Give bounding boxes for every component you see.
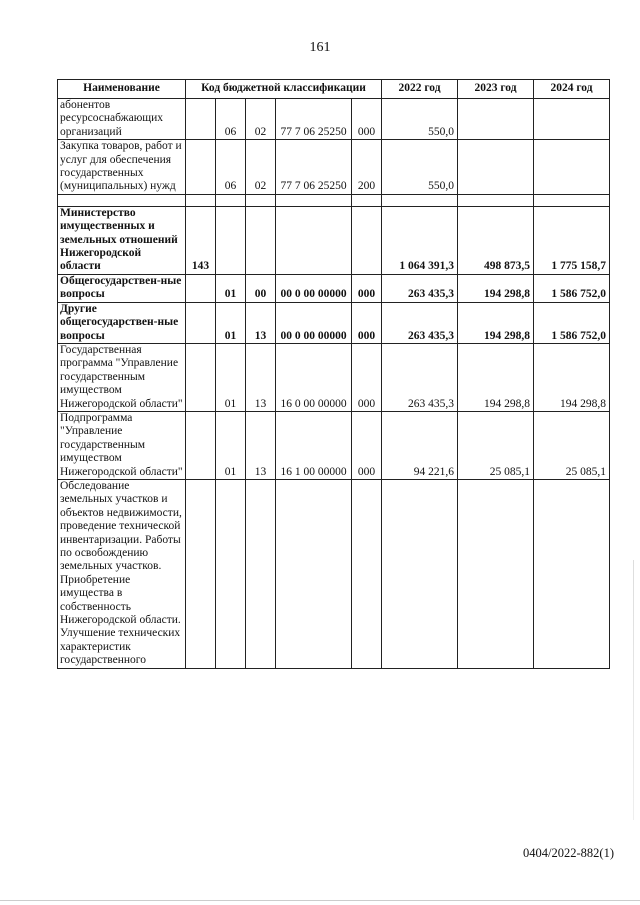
row-subsection: [246, 479, 276, 668]
row-target: 00 0 00 00000: [276, 274, 352, 302]
table-row: [58, 411, 610, 479]
row-2023: 194 298,8: [458, 302, 534, 343]
budget-table: [57, 79, 610, 669]
row-name: Обследование земельных участков и объектов недвижимости, проведение технической инвентаризации. Работы по освобождению земельных участков. Приобретение имущества в собственность Нижегородской области. Улучшение технических характеристик государственного: [58, 479, 186, 668]
row-subsection: 02: [246, 140, 276, 195]
row-ministry: [186, 140, 216, 195]
row-2024: [534, 99, 610, 140]
header-2022: 2022 год: [382, 80, 458, 99]
row-2023: 194 298,8: [458, 343, 534, 411]
row-2022: 550,0: [382, 140, 458, 195]
row-2024: [534, 140, 610, 195]
row-2023: 498 873,5: [458, 206, 534, 274]
row-type: 000: [352, 274, 382, 302]
row-subsection: 13: [246, 411, 276, 479]
row-type: [352, 206, 382, 274]
row-type: 000: [352, 411, 382, 479]
row-2022: 550,0: [382, 99, 458, 140]
row-section: 01: [216, 343, 246, 411]
row-2024: 1 586 752,0: [534, 302, 610, 343]
row-ministry: [186, 302, 216, 343]
row-type: 000: [352, 99, 382, 140]
row-2023: [458, 479, 534, 668]
row-ministry: [186, 99, 216, 140]
row-target: [276, 479, 352, 668]
row-type: 000: [352, 343, 382, 411]
row-subsection: 02: [246, 99, 276, 140]
row-target: 77 7 06 25250: [276, 140, 352, 195]
row-target: 00 0 00 00000: [276, 302, 352, 343]
scan-edge-line: [633, 560, 634, 820]
table-row: [58, 343, 610, 411]
table-row: [58, 274, 610, 302]
table-row: [58, 140, 610, 195]
row-ministry: 143: [186, 206, 216, 274]
row-2024: 194 298,8: [534, 343, 610, 411]
row-subsection: 13: [246, 302, 276, 343]
document-code: 0404/2022-882(1): [523, 846, 614, 860]
row-name: абонентов ресурсоснабжающих организаций: [58, 99, 186, 140]
row-ministry: [186, 411, 216, 479]
row-section: 01: [216, 302, 246, 343]
row-2022: 263 435,3: [382, 343, 458, 411]
table-row: [58, 302, 610, 343]
row-2022: 1 064 391,3: [382, 206, 458, 274]
header-2024: 2024 год: [534, 80, 610, 99]
page-number: 161: [309, 40, 331, 55]
row-target: 16 0 00 00000: [276, 343, 352, 411]
table-row: [58, 206, 610, 274]
row-name: Общегосударствен-ные вопросы: [58, 274, 186, 302]
row-name: Государственная программа "Управление государственным имуществом Нижегородской области": [58, 343, 186, 411]
row-ministry: [186, 479, 216, 668]
row-2024: [534, 479, 610, 668]
row-2022: 263 435,3: [382, 302, 458, 343]
row-section: 06: [216, 140, 246, 195]
row-section: 01: [216, 274, 246, 302]
row-section: [216, 206, 246, 274]
row-2022: 263 435,3: [382, 274, 458, 302]
row-subsection: [246, 206, 276, 274]
scan-bottom-line: [0, 900, 640, 901]
row-subsection: 13: [246, 343, 276, 411]
row-2023: 25 085,1: [458, 411, 534, 479]
row-2024: 1 586 752,0: [534, 274, 610, 302]
row-type: 000: [352, 302, 382, 343]
row-2024: 1 775 158,7: [534, 206, 610, 274]
row-2024: 25 085,1: [534, 411, 610, 479]
row-type: 200: [352, 140, 382, 195]
table-header-row: [58, 80, 610, 99]
row-name: Закупка товаров, работ и услуг для обеспечения государственных (муниципальных) нужд: [58, 140, 186, 195]
row-subsection: 00: [246, 274, 276, 302]
table-row: [58, 99, 610, 140]
row-2023: 194 298,8: [458, 274, 534, 302]
table-row: [58, 479, 610, 668]
row-2022: 94 221,6: [382, 411, 458, 479]
header-name: Наименование: [58, 80, 186, 99]
row-name: Подпрограмма "Управление государственным имуществом Нижегородской области": [58, 411, 186, 479]
row-ministry: [186, 274, 216, 302]
row-name: Министерство имущественных и земельных отношений Нижегородской области: [58, 206, 186, 274]
spacer-row: [58, 194, 610, 206]
row-2022: [382, 479, 458, 668]
row-target: 16 1 00 00000: [276, 411, 352, 479]
row-target: [276, 206, 352, 274]
header-code: Код бюджетной классификации: [186, 80, 382, 99]
row-section: [216, 479, 246, 668]
row-2023: [458, 99, 534, 140]
row-name: Другие общегосударствен-ные вопросы: [58, 302, 186, 343]
row-type: [352, 479, 382, 668]
row-target: 77 7 06 25250: [276, 99, 352, 140]
row-section: 01: [216, 411, 246, 479]
row-section: 06: [216, 99, 246, 140]
row-2023: [458, 140, 534, 195]
row-ministry: [186, 343, 216, 411]
header-2023: 2023 год: [458, 80, 534, 99]
